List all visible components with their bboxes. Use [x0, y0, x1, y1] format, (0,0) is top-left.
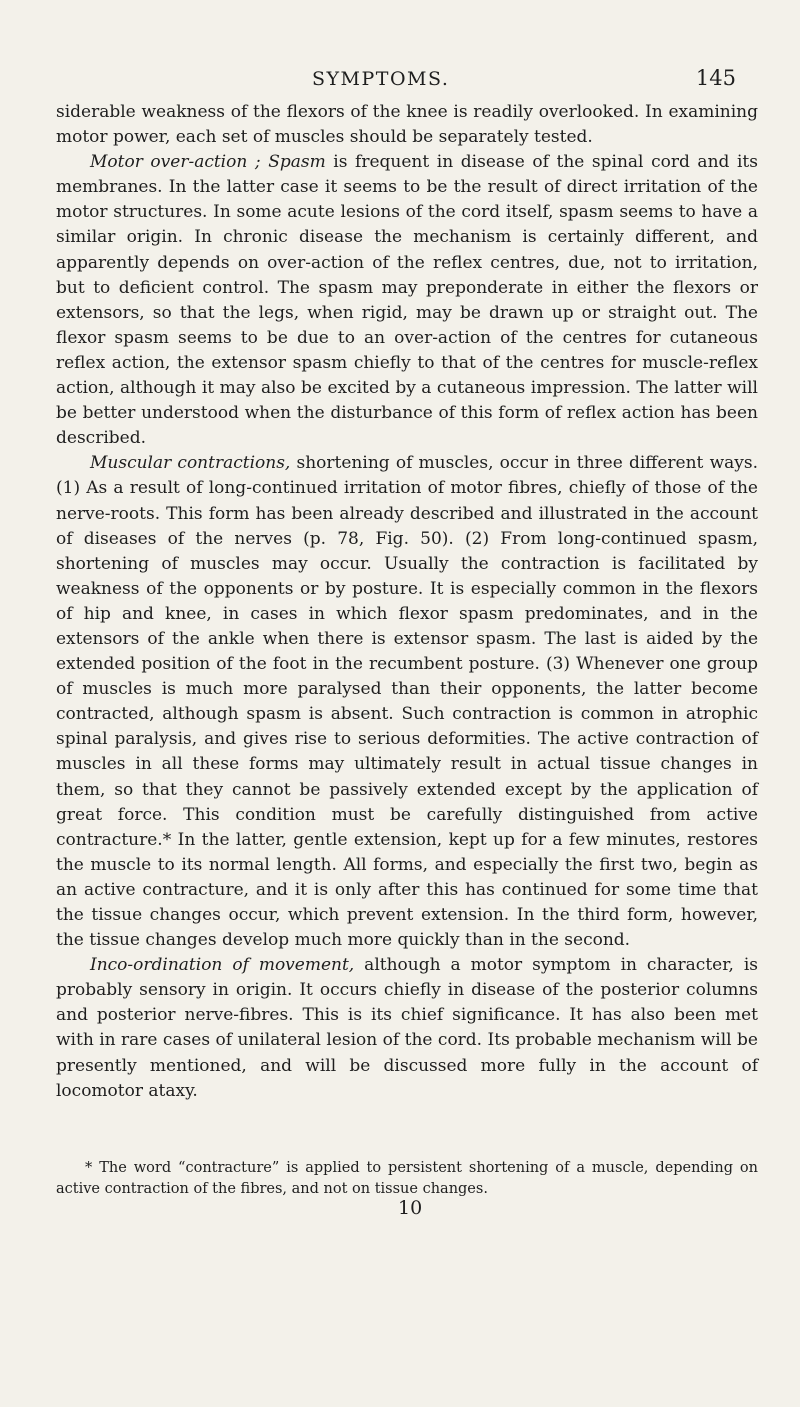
paragraph-4-heading: Inco-ordination of movement, — [90, 955, 355, 976]
body-text — [56, 100, 758, 1104]
paragraph-2-text: is frequent in disease of the spinal cord and its membranes. In the latter case it seems to be the result of direct irritation of the motor structures. In some acute lesions of the cord itself, spasm seems to have a similar origin. In chronic disease the mechanism is certainly different, and apparently depends on over-action of the reflex centres, due, not to irritation, but to deficient control. The spasm may preponderate in either the flexors or extensors, so that the legs, when rigid, may be drawn up or straight out. The flexor spasm seems to be due to an over-action of the centres for cutaneous reflex action, the extensor spasm chiefly to that of the centres for muscle-reflex action, although it may also be excited by a cutaneous impression. The latter will be better understood when the disturbance of this form of reflex action has been described. — [56, 152, 758, 449]
paragraph-3-heading: Muscular contractions, — [90, 453, 291, 474]
running-title: SYMPTOMS. — [312, 68, 450, 90]
paragraph-4-text: although a motor symptom in character, is probably sensory in origin. It occurs chiefly in disease of the posterior columns and posterior nerve-fibres. This is its chief significance. It has also been met with in rare cases of unilateral lesion of the cord. Its probable mechanism will be presently mentioned, and will be discussed more fully in the account of locomotor ataxy. — [56, 955, 758, 1101]
footnote: * The word “contracture” is applied to persistent shortening of a muscle, depending on active contraction of the fibres, and not on tissue changes. — [56, 1160, 758, 1197]
paragraph-3-text: shortening of muscles, occur in three different ways. (1) As a result of long-continued irritation of motor fibres, chiefly of those of the nerve-roots. This form has been already described and illustrated in the account of diseases of the nerves (p. 78, Fig. 50). (2) From long-continued spasm, shortening of muscles may occur. Usually the contraction is facilitated by weakness of the opponents or by posture. It is especially common in the flexors of hip and knee, in cases in which flexor spasm predominates, and in the extensors of the ankle when there is extensor spasm. The last is aided by the extended position of the foot in the recumbent posture. (3) Whenever one group of muscles is much more paralysed than their opponents, the latter become contracted, although spasm is absent. Such contraction is common in atrophic spinal paralysis, and gives rise to serious deformities. The active contraction of muscles in all these forms may ultimately result in actual tissue changes in them, so that they cannot be passively extended except by the application of great force. This condition must be carefully distinguished from active contracture.* In the latter, gentle extension, kept up for a few minutes, restores the muscle to its normal length. All forms, and especially the first two, begin as an active contracture, and it is only after this has continued for some time that the tissue changes occur, which prevent extension. In the third form, however, the tissue changes develop much more quickly than in the second. — [56, 453, 758, 951]
page-number: 145 — [695, 66, 736, 90]
paragraph-2-heading: Motor over-action ; Spasm — [90, 152, 326, 173]
paragraph-2 — [56, 150, 758, 451]
paragraph-1: siderable weakness of the flexors of the knee is readily overlooked. In examining motor power, each set of muscles should be separately tested. — [56, 102, 758, 148]
paragraph-3 — [56, 451, 758, 953]
signature-mark: 10 — [398, 1197, 423, 1219]
paragraph-4 — [56, 953, 758, 1104]
